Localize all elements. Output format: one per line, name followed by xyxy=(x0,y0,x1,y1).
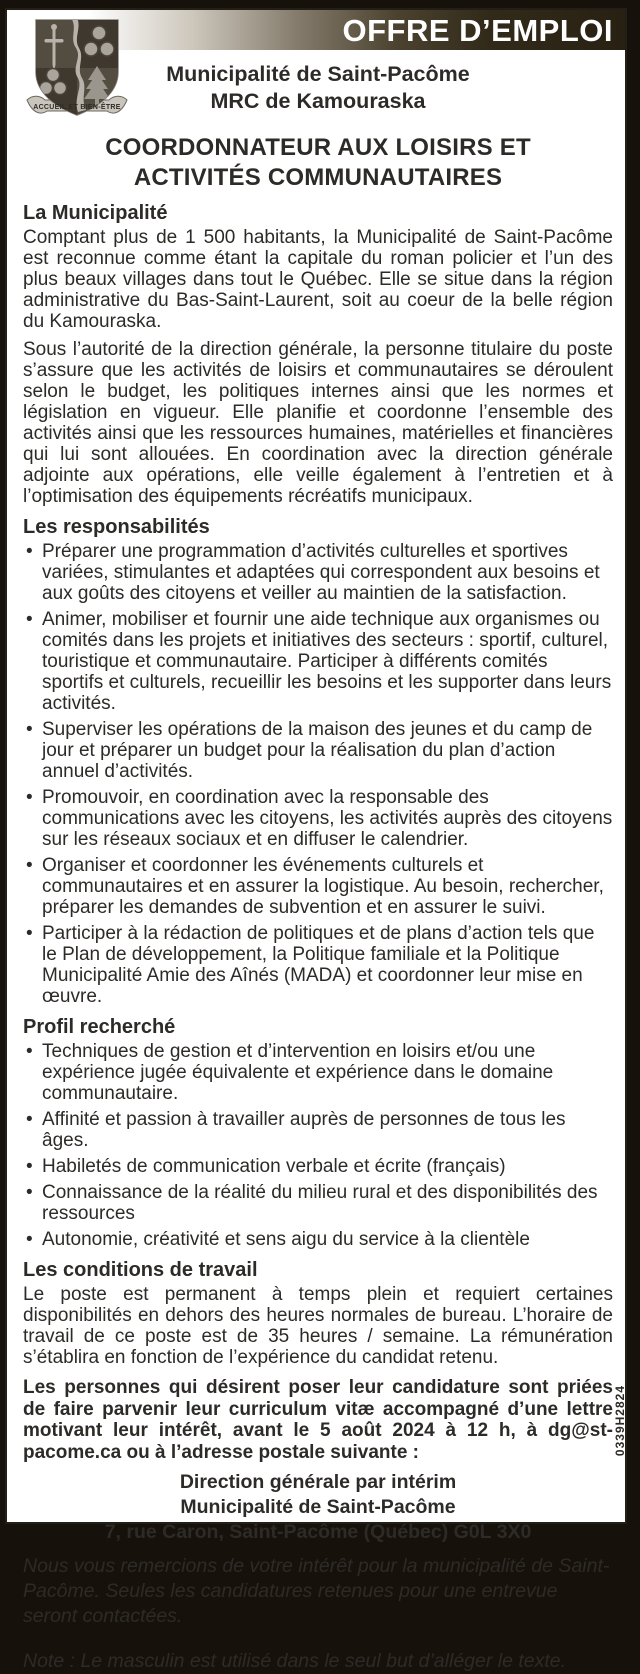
section-heading-responsibilities: Les responsabilités xyxy=(23,516,210,538)
masculine-usage-note: Note : Le masculin est utilisé dans le seul but d’alléger le texte. xyxy=(23,1649,567,1672)
section-heading-conditions: Les conditions de travail xyxy=(23,1259,258,1281)
list-item: • Organiser et coordonner les événements culturels et communautaires et en assurer la logistique. Au besoin, rechercher, préparer les demandes de subvention et en assurer le suivi. xyxy=(23,855,613,918)
organization-region: MRC de Kamouraska xyxy=(210,89,426,113)
municipality-paragraph-1: Comptant plus de 1 500 habitants, la Municipalité de Saint-Pacôme est reconnue comme étant la capitale du roman policier et l’un des plus beaux villages dans tout le Québec. Elle se situe dans la région administrative du Bas-Saint-Laurent, soit au coeur de la belle région du Kamouraska. xyxy=(23,227,613,332)
ad-content xyxy=(7,61,625,1674)
crest-motto: ACCUEIL ET BIEN-ÊTRE xyxy=(33,104,121,111)
list-item: • Préparer une programmation d’activités culturelles et sportives variées, stimulantes et adaptées qui correspondent aux besoins et aux goûts des citoyens et veiller au maintien de la satisfaction. xyxy=(23,541,613,604)
job-title-line1: COORDONNATEUR AUX LOISIRS ET xyxy=(105,134,531,161)
list-item: • Autonomie, créativité et sens aigu du service à la clientèle xyxy=(23,1229,613,1250)
address-line: Municipalité de Saint-Pacôme xyxy=(180,1496,456,1518)
list-item: • Connaissance de la réalité du milieu rural et des disponibilités des ressources xyxy=(23,1182,613,1224)
list-item: • Promouvoir, en coordination avec la responsable des communications avec les citoyens, les activités auprès des citoyens sur les réseaux sociaux et en diffuser le calendrier. xyxy=(23,787,613,850)
section-heading-municipality: La Municipalité xyxy=(23,202,168,224)
municipality-paragraph-2: Sous l’autorité de la direction générale, la personne titulaire du poste s’assure que les activités de loisirs et communautaires se déroulent selon le budget, les politiques internes ainsi que les normes et législation en vigueur. Elle planifie et coordonne l’ensemble des activités ainsi que les ressources humaines, matérielles et financières qui lui sont allouées. En coordination avec la direction générale adjointe aux opérations, elle veille également à l’entretien et à l’optimisation des équipements récréatifs municipaux. xyxy=(23,339,613,507)
address-line: 7, rue Caron, Saint-Pacôme (Québec) G0L 3X0 xyxy=(104,1521,532,1543)
municipality-crest-logo xyxy=(25,16,129,124)
job-title xyxy=(23,133,613,193)
profile-list xyxy=(23,1041,613,1250)
list-item: • Animer, mobiliser et fournir une aide technique aux organismes ou comités dans les projets et initiatives des secteurs : sportif, culturel, touristique et communautaire. Participer à différents comités sportifs et culturels, recueillir les besoins et les supporter dans leurs activités. xyxy=(23,609,613,714)
offer-banner-label: OFFRE D’EMPLOI xyxy=(342,12,613,48)
job-title-line2: ACTIVITÉS COMMUNAUTAIRES xyxy=(133,164,503,191)
thanks-note: Nous vous remercions de votre intérêt pour la municipalité de Saint-Pacôme. Seules les candidatures retenues pour une entrevue seront contactées. xyxy=(23,1555,610,1627)
responsibilities-list xyxy=(23,541,613,1007)
organization-name: Municipalité de Saint-Pacôme xyxy=(166,62,470,86)
conditions-paragraph: Le poste est permanent à temps plein et requiert certaines disponibilités en dehors des heures normales de bureau. L’horaire de travail de ce poste est de 35 heures / semaine. La rémunération s’établira en fonction de l’expérience du candidat retenu. xyxy=(23,1284,613,1368)
ad-paper xyxy=(5,8,627,1672)
list-item: • Superviser les opérations de la maison des jeunes et du camp de jour et préparer un budget pour la réalisation du plan d’action annuel d’activités. xyxy=(23,719,613,782)
list-item: • Affinité et passion à travailler auprès de personnes de tous les âges. xyxy=(23,1109,613,1151)
application-instructions: Les personnes qui désirent poser leur candidature sont priées de faire parvenir leur curriculum vitæ accompagné d’une lettre motivant leur intérêt, avant le 5 août 2024 à 12 h, à dg@st-pacome.ca ou à l’adresse postale suivante : xyxy=(23,1377,613,1463)
crest-icon xyxy=(25,16,129,124)
section-heading-profile: Profil recherché xyxy=(23,1016,176,1038)
list-item: • Habiletés de communication verbale et écrite (français) xyxy=(23,1156,613,1177)
ad-reference-code: 0339H2824 xyxy=(613,1384,627,1456)
postal-address-block xyxy=(23,1470,613,1545)
list-item: • Participer à la rédaction de politiques et de plans d’action tels que le Plan de développement, la Politique familiale et la Politique Municipalité Amie des Aînés (MADA) et coordonner leur mise en œuvre. xyxy=(23,923,613,1007)
list-item: • Techniques de gestion et d’intervention en loisirs et/ou une expérience jugée équivalente et expérience dans le domaine communautaire. xyxy=(23,1041,613,1104)
address-line: Direction générale par intérim xyxy=(179,1471,457,1493)
